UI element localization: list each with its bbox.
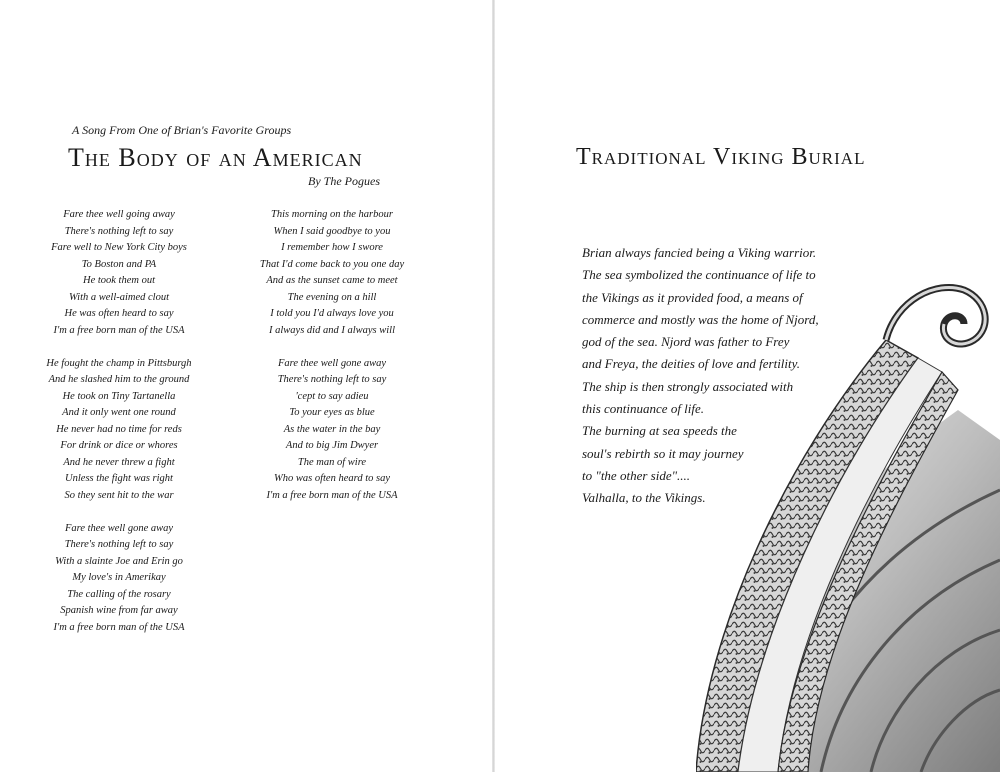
paragraph-line: the Vikings as it provided food, a means of (582, 289, 803, 305)
burial-title: Traditional Viking Burial (576, 144, 866, 170)
lyric-line: With a slainte Joe and Erin go (55, 555, 183, 567)
lyric-line: Who was often heard to say (274, 473, 390, 484)
lyrics-column-2 (237, 207, 427, 521)
paragraph-line: commerce and mostly was the home of Njord, (582, 311, 819, 327)
lyric-line: And to big Jim Dwyer (285, 440, 379, 451)
paragraph-line: The ship is then strongly associated with (582, 378, 794, 394)
lyric-line: To Boston and PA (81, 258, 157, 270)
page-fold (492, 0, 495, 772)
lyric-line: He fought the champ in Pittsburgh (46, 357, 192, 369)
paragraph-line: and Freya, the deities of love and fertility. (582, 356, 800, 372)
lyric-line: To your eyes as blue (289, 407, 375, 418)
lyric-line: And he never threw a fight (63, 456, 175, 468)
lyric-line: And it only went one round (62, 407, 176, 418)
lyric-line: 'cept to say adieu (295, 390, 369, 402)
lyrics-stanza (237, 207, 427, 339)
paragraph-line: to "the other side".... (582, 467, 691, 483)
lyric-line: I'm a free born man of the USA (266, 489, 398, 501)
lyric-line: He took on Tiny Tartanella (62, 390, 176, 402)
lyric-line: I'm a free born man of the USA (53, 324, 185, 336)
lyric-line: He was often heard to say (64, 308, 174, 319)
lyric-line: Unless the fight was right (65, 473, 173, 484)
lyric-line: This morning on the harbour (271, 209, 393, 220)
paragraph-line: god of the sea. Njord was father to Frey (582, 334, 790, 350)
lyric-line: I told you I'd always love you (270, 308, 394, 319)
song-intro: A Song From One of Brian's Favorite Groups (72, 123, 292, 137)
lyric-line: The evening on a hill (287, 291, 377, 303)
lyric-line: I'm a free born man of the USA (53, 621, 185, 633)
lyric-line: There's nothing left to say (64, 539, 174, 550)
lyric-line: There's nothing left to say (277, 374, 387, 385)
lyric-line: That I'd come back to you one day (259, 258, 405, 270)
paragraph-line: Valhalla, to the Vikings. (582, 490, 706, 506)
lyrics-column-1 (24, 207, 214, 653)
lyrics-stanza (24, 207, 214, 339)
lyric-line: When I said goodbye to you (273, 225, 391, 237)
lyrics-stanza (24, 521, 214, 637)
lyric-line: Spanish wine from far away (60, 605, 178, 616)
left-page (0, 0, 492, 772)
lyric-line: There's nothing left to say (64, 225, 174, 237)
lyric-line: The calling of the rosary (67, 588, 171, 600)
lyric-line: With a well-aimed clout (68, 291, 170, 303)
paragraph-line: soul's rebirth so it may journey (582, 445, 744, 461)
lyric-line: As the water in the bay (283, 423, 381, 435)
paragraph-line: Brian always fancied being a Viking warrior. (582, 245, 817, 260)
paragraph-line: The burning at sea speeds the (582, 423, 737, 439)
lyric-line: Fare well to New York City boys (51, 242, 187, 253)
lyric-line: The man of wire (297, 456, 367, 468)
song-byline: By The Pogues (308, 174, 380, 188)
lyric-line: He took them out (82, 275, 156, 286)
lyrics-stanza (24, 356, 214, 505)
lyric-line: So they sent hit to the war (64, 489, 174, 501)
lyric-line: Fare thee well gone away (277, 357, 387, 369)
right-page (496, 0, 1000, 772)
lyric-line: For drink or dice or whores (60, 440, 178, 451)
lyrics-stanza (237, 356, 427, 505)
lyric-line: And he slashed him to the ground (48, 374, 190, 385)
lyric-line: He never had no time for reds (56, 423, 182, 435)
lyric-line: And as the sunset came to meet (266, 275, 398, 286)
lyric-line: Fare thee well gone away (64, 522, 174, 534)
lyric-line: My love's in Amerikay (72, 572, 166, 583)
paragraph-line: this continuance of life. (582, 401, 705, 417)
lyric-line: Fare thee well going away (63, 209, 175, 220)
paragraph-line: The sea symbolized the continuance of life to (582, 267, 816, 283)
viking-ship-prow-image (696, 260, 1000, 772)
song-title: The Body of an American (68, 143, 363, 172)
lyric-line: I remember how I swore (281, 242, 383, 253)
lyric-line: I always did and I always will (269, 324, 395, 336)
